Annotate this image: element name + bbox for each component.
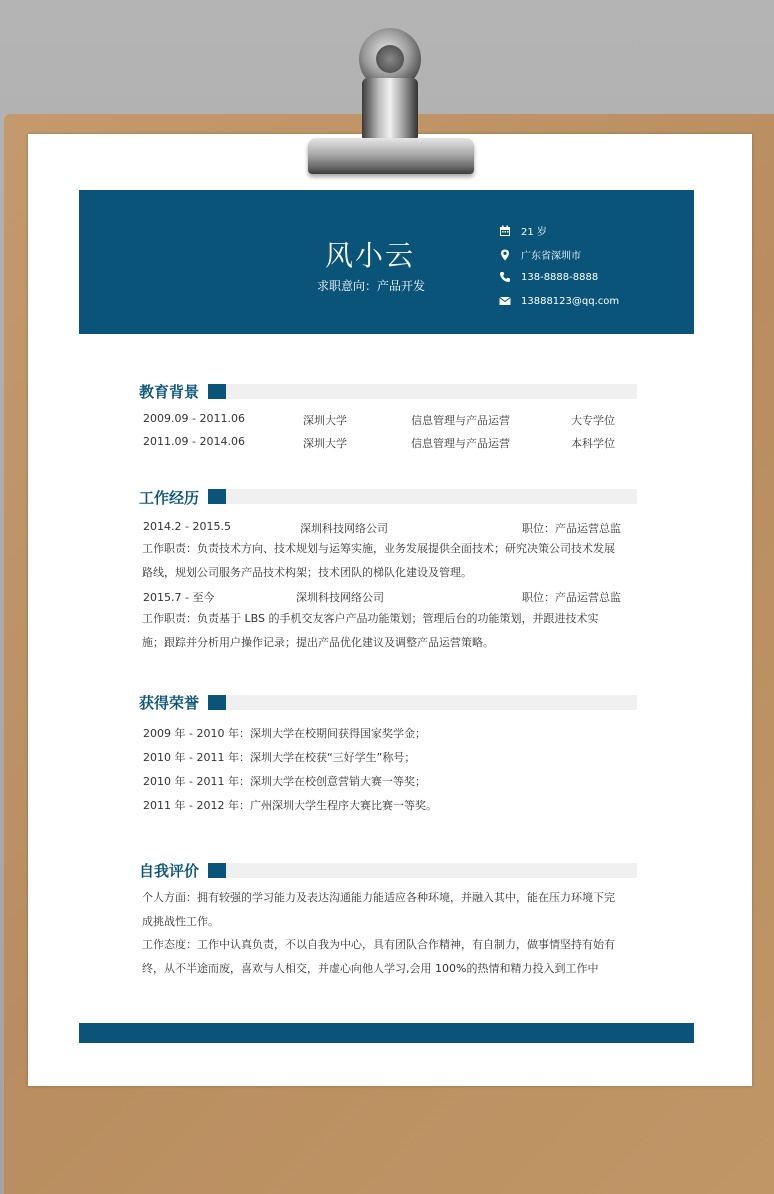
self-eval-title: 自我评价 (139, 862, 200, 880)
clip-arm (362, 78, 418, 142)
location-text: 广东省深圳市 (521, 251, 581, 262)
honors-title-bar (208, 695, 637, 710)
edu-school: 深圳大学 (303, 414, 347, 427)
age-row (499, 223, 547, 238)
edu-major: 信息管理与产品运营 (411, 437, 510, 450)
education-title-bar (208, 384, 637, 399)
age-text: 21 岁 (521, 227, 547, 238)
work-title: 工作经历 (139, 489, 200, 507)
job-description: 工作职责：负责技术方向、技术规划与运筹实施，业务发展提供全面技术；研究决策公司技术发展路线，规划公司服务产品技术构架；技术团队的梯队化建设及管理。 (142, 542, 615, 579)
job-position: 职位：产品运营总监 (522, 522, 621, 535)
edu-period: 2009.09 - 2011.06 (143, 412, 245, 425)
self-eval-title-bar (208, 863, 637, 878)
honors-title: 获得荣誉 (139, 694, 200, 712)
job-intent: 求职意向：产品开发 (317, 279, 426, 293)
mail-icon (499, 295, 511, 307)
email-text: 13888123@qq.com (521, 295, 620, 307)
title-marker (208, 695, 226, 710)
education-title: 教育背景 (139, 383, 200, 401)
location-pin-icon (499, 249, 511, 261)
honor-item: 2010 年 - 2011 年：深圳大学在校获“三好学生”称号； (143, 751, 416, 764)
title-marker (208, 489, 226, 504)
phone-icon (499, 271, 511, 283)
job-company: 深圳科技网络公司 (296, 591, 384, 604)
job-description: 工作职责：负责基于 LBS 的手机交友客户产品功能策划；管理后台的功能策划，并跟进技术实施；跟踪并分析用户操作记录；提出产品优化建议及调整产品运营策略。 (142, 612, 599, 649)
footer-bar (79, 1023, 694, 1043)
work-title-bar (208, 489, 637, 504)
job-position: 职位：产品运营总监 (522, 591, 621, 604)
honor-item: 2011 年 - 2012 年：广州深圳大学生程序大赛比赛一等奖。 (143, 799, 437, 812)
honor-item: 2009 年 - 2010 年：深圳大学在校期间获得国家奖学金； (143, 727, 426, 740)
candidate-name: 风小云 (325, 239, 416, 272)
self-eval-attitude: 工作态度：工作中认真负责，不以自我为中心，具有团队合作精神，有自制力，做事情坚持有始有终，从不半途而废，喜欢与人相交，并虚心向他人学习,会用 100%的热情和精力投入到工作中 (142, 938, 615, 975)
job-period: 2014.2 - 2015.5 (143, 520, 231, 533)
self-eval-personal: 个人方面：拥有较强的学习能力及表达沟通能力能适应各种环境，并融入其中，能在压力环境下完成挑战性工作。 (142, 891, 615, 928)
title-marker (208, 384, 226, 399)
location-row (499, 247, 581, 262)
phone-text: 138-8888-8888 (521, 271, 599, 283)
resume-header (79, 190, 694, 334)
title-marker (208, 863, 226, 878)
honor-item: 2010 年 - 2011 年：深圳大学在校创意营销大赛一等奖； (143, 775, 426, 788)
edu-school: 深圳大学 (303, 437, 347, 450)
edu-major: 信息管理与产品运营 (411, 414, 510, 427)
email-row (499, 295, 619, 307)
job-company: 深圳科技网络公司 (300, 522, 388, 535)
clip-base (308, 138, 474, 174)
clip-ring-hole (376, 45, 404, 73)
edu-degree: 本科学位 (571, 437, 615, 450)
job-period: 2015.7 - 至今 (143, 591, 215, 604)
calendar-icon (499, 225, 511, 237)
phone-row (499, 271, 598, 283)
edu-degree: 大专学位 (571, 414, 615, 427)
edu-period: 2011.09 - 2014.06 (143, 435, 245, 448)
